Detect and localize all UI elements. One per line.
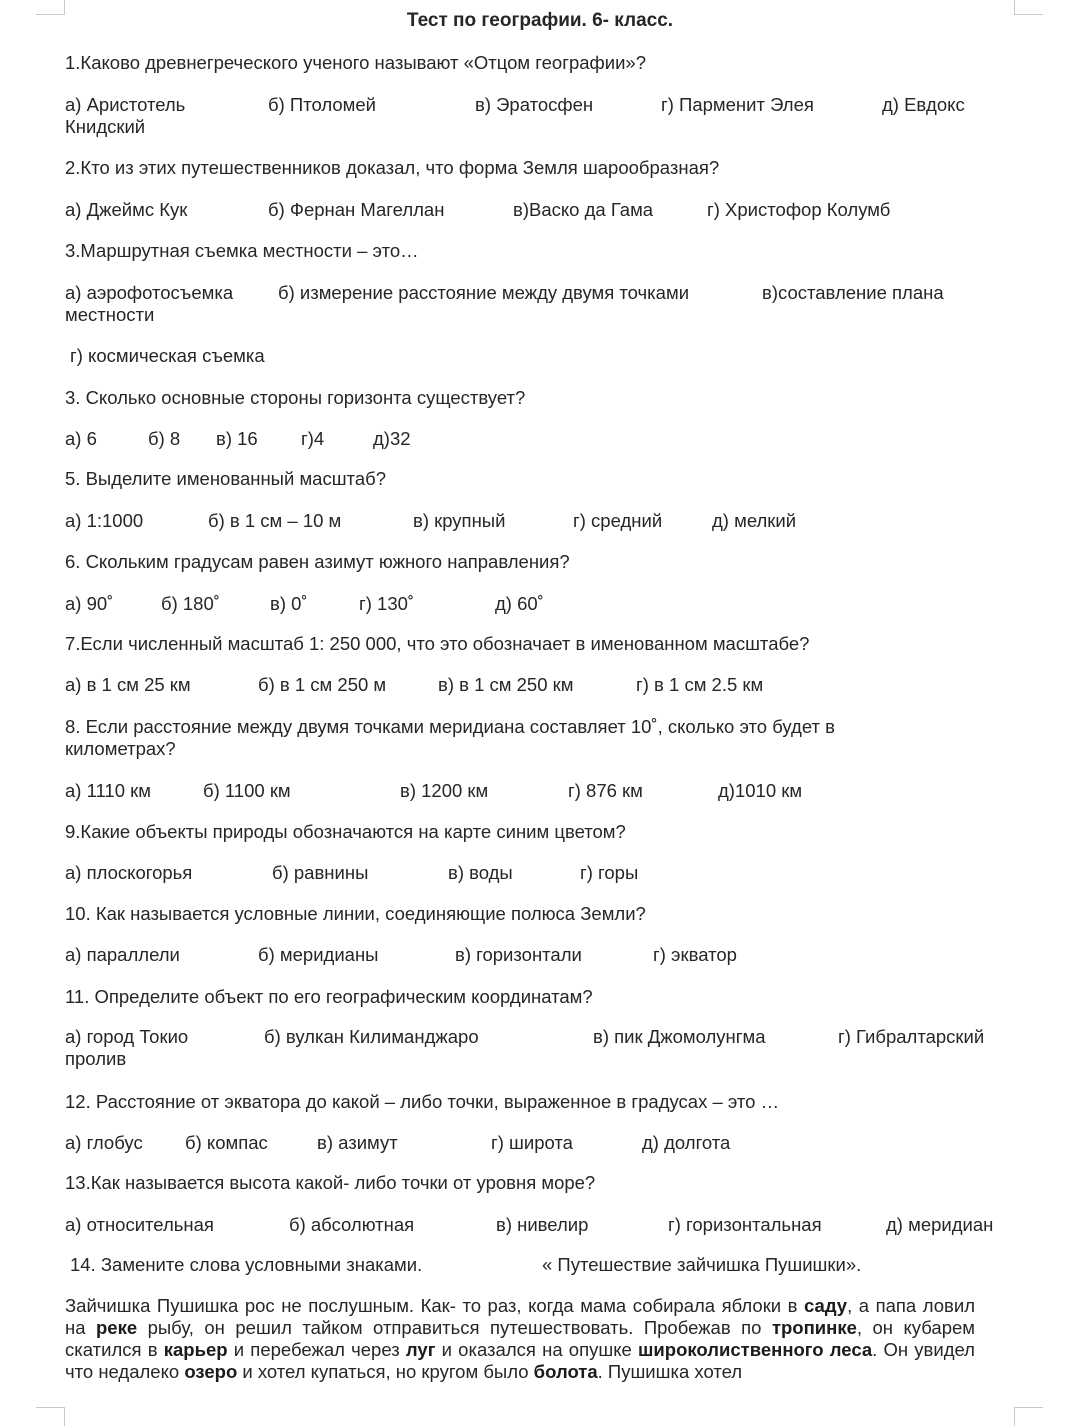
- story-text: Зайчишка Пушишка рос не послушным. Как- то раз, когда мама собирала яблоки в: [65, 1295, 805, 1316]
- option: г) 130˚: [359, 593, 415, 614]
- option-continuation: местности: [65, 304, 155, 325]
- story-paragraph: [65, 1295, 975, 1383]
- option: б) 180˚: [161, 593, 220, 614]
- option: а) 6: [65, 428, 97, 449]
- task-14: 14. Замените слова условными знаками.: [70, 1254, 423, 1275]
- option: б) вулкан Килиманджаро: [264, 1026, 479, 1047]
- option: б) в 1 см – 10 м: [208, 510, 342, 531]
- option: б) измерение расстояние между двумя точками: [278, 282, 690, 303]
- answers-2: [65, 199, 1025, 243]
- option: б) Птоломей: [268, 94, 376, 115]
- question-11: 11. Определите объект по его географическим координатам?: [65, 986, 593, 1007]
- answers-3: [65, 282, 1025, 326]
- option: в) нивелир: [496, 1214, 589, 1235]
- option: а) аэрофотосъемка: [65, 282, 234, 303]
- option: в)составление плана: [762, 282, 944, 303]
- option: г) горизонтальная: [668, 1214, 822, 1235]
- option: д) 60˚: [495, 593, 544, 614]
- crop-mark-bottom-left: [36, 1407, 65, 1426]
- story-text: . Он увидел что недалеко: [65, 1339, 975, 1382]
- option: а) глобус: [65, 1132, 143, 1153]
- option-continuation: Книдский: [65, 116, 146, 137]
- answers-1: [65, 94, 1025, 138]
- option: б) в 1 см 250 м: [258, 674, 387, 695]
- story-text: и оказался на опушке: [435, 1339, 639, 1360]
- answers-9: [65, 862, 1025, 906]
- option: д)32: [373, 428, 411, 449]
- answers-8: [65, 780, 1025, 824]
- answers-13: [65, 1214, 1025, 1258]
- answers-10: [65, 944, 1025, 988]
- question-1: 1.Каково древнегреческого ученого называют «Отцом географии»?: [65, 52, 647, 73]
- story-keyword: тропинке: [771, 1317, 857, 1338]
- option: г) средний: [573, 510, 663, 531]
- story-keyword: болота: [533, 1361, 598, 1382]
- option: в) Эратосфен: [475, 94, 594, 115]
- question-2: 2.Кто из этих путешественников доказал, что форма Земля шарообразная?: [65, 157, 720, 178]
- option: а) 1110 км: [65, 780, 151, 801]
- answers-5: [65, 510, 1025, 554]
- option-continuation: пролив: [65, 1048, 127, 1069]
- option: б) 8: [148, 428, 181, 449]
- option: а) в 1 см 25 км: [65, 674, 191, 695]
- option: в) 1200 км: [400, 780, 489, 801]
- option: а) параллели: [65, 944, 180, 965]
- question-4: 3. Сколько основные стороны горизонта существует?: [65, 387, 526, 408]
- option: г) Христофор Колумб: [707, 199, 891, 220]
- story-text: и перебежал через: [227, 1339, 406, 1360]
- option: б) компас: [185, 1132, 268, 1153]
- option: д) мелкий: [712, 510, 797, 531]
- story-text: . Пушишка хотел: [597, 1361, 743, 1382]
- option: в) в 1 см 250 км: [438, 674, 574, 695]
- option: в) крупный: [413, 510, 506, 531]
- option: в) пик Джомолунгма: [593, 1026, 766, 1047]
- story-keyword: озеро: [184, 1361, 238, 1382]
- option: г) широта: [491, 1132, 573, 1153]
- option-extra: г) космическая съемка: [70, 345, 265, 366]
- option: в)Васко да Гама: [513, 199, 654, 220]
- story-text: и хотел купаться, но кругом было: [237, 1361, 534, 1382]
- story-title: « Путешествие зайчишка Пушишки».: [542, 1254, 862, 1275]
- question-5: 5. Выделите именованный масштаб?: [65, 468, 386, 489]
- answers-11: [65, 1026, 1025, 1070]
- page-title: Тест по географии. 6- класс.: [406, 10, 674, 31]
- question-7: 7.Если численный масштаб 1: 250 000, что это обозначает в именованном масштабе?: [65, 633, 810, 654]
- option: г) Гибралтарский: [838, 1026, 985, 1047]
- option: д)1010 км: [718, 780, 803, 801]
- option: б) равнины: [272, 862, 369, 883]
- option: б) Фернан Магеллан: [268, 199, 445, 220]
- option: а) город Токио: [65, 1026, 189, 1047]
- option: в) горизонтали: [455, 944, 582, 965]
- question-13: 13.Как называется высота какой- либо точки от уровня море?: [65, 1172, 596, 1193]
- option: д) долгота: [642, 1132, 731, 1153]
- question-6: 6. Скольким градусам равен азимут южного направления?: [65, 551, 570, 572]
- answers-6: [65, 593, 1025, 637]
- story-text: , а папа ловил на: [65, 1295, 975, 1338]
- option: а) относительная: [65, 1214, 214, 1235]
- question-9: 9.Какие объекты природы обозначаются на карте синим цветом?: [65, 821, 626, 842]
- option: в) азимут: [317, 1132, 398, 1153]
- option: г) Парменит Элея: [661, 94, 814, 115]
- option: в) воды: [448, 862, 513, 883]
- story-text: рыбу, он решил тайком отправиться путешествовать. Пробежав по: [137, 1317, 772, 1338]
- option: д) Евдокс: [882, 94, 965, 115]
- option: в) 16: [216, 428, 258, 449]
- answers-4: [65, 428, 1025, 472]
- option: а) Джеймс Кук: [65, 199, 188, 220]
- answers-12: [65, 1132, 1025, 1176]
- option: г)4: [301, 428, 325, 449]
- crop-mark-bottom-right: [1014, 1407, 1043, 1426]
- story-text: , он кубарем скатился в: [65, 1317, 975, 1360]
- question-10: 10. Как называется условные линии, соединяющие полюса Земли?: [65, 903, 646, 924]
- option: а) 1:1000: [65, 510, 144, 531]
- option: г) горы: [580, 862, 639, 883]
- option: б) меридианы: [258, 944, 379, 965]
- option: б) 1100 км: [203, 780, 291, 801]
- option: в) 0˚: [270, 593, 308, 614]
- story-keyword: луг: [405, 1339, 436, 1360]
- option: б) абсолютная: [289, 1214, 415, 1235]
- story-keyword: карьер: [163, 1339, 228, 1360]
- option: г) в 1 см 2.5 км: [636, 674, 764, 695]
- story-keyword: саду: [804, 1295, 848, 1316]
- option: а) Аристотель: [65, 94, 186, 115]
- question-3: 3.Маршрутная съемка местности – это…: [65, 240, 419, 261]
- option: а) плоскогорья: [65, 862, 193, 883]
- option: г) экватор: [653, 944, 737, 965]
- question-8: 8. Если расстояние между двумя точками меридиана составляет 10˚, сколько это будет в километрах?: [65, 716, 835, 759]
- option: а) 90˚: [65, 593, 114, 614]
- answers-7: [65, 674, 1025, 718]
- story-keyword: реке: [95, 1317, 138, 1338]
- story-keyword: широколиственного леса: [638, 1339, 873, 1360]
- option: г) 876 км: [568, 780, 643, 801]
- option: д) меридиан: [886, 1214, 994, 1235]
- question-12: 12. Расстояние от экватора до какой – либо точки, выраженное в градусах – это …: [65, 1091, 780, 1112]
